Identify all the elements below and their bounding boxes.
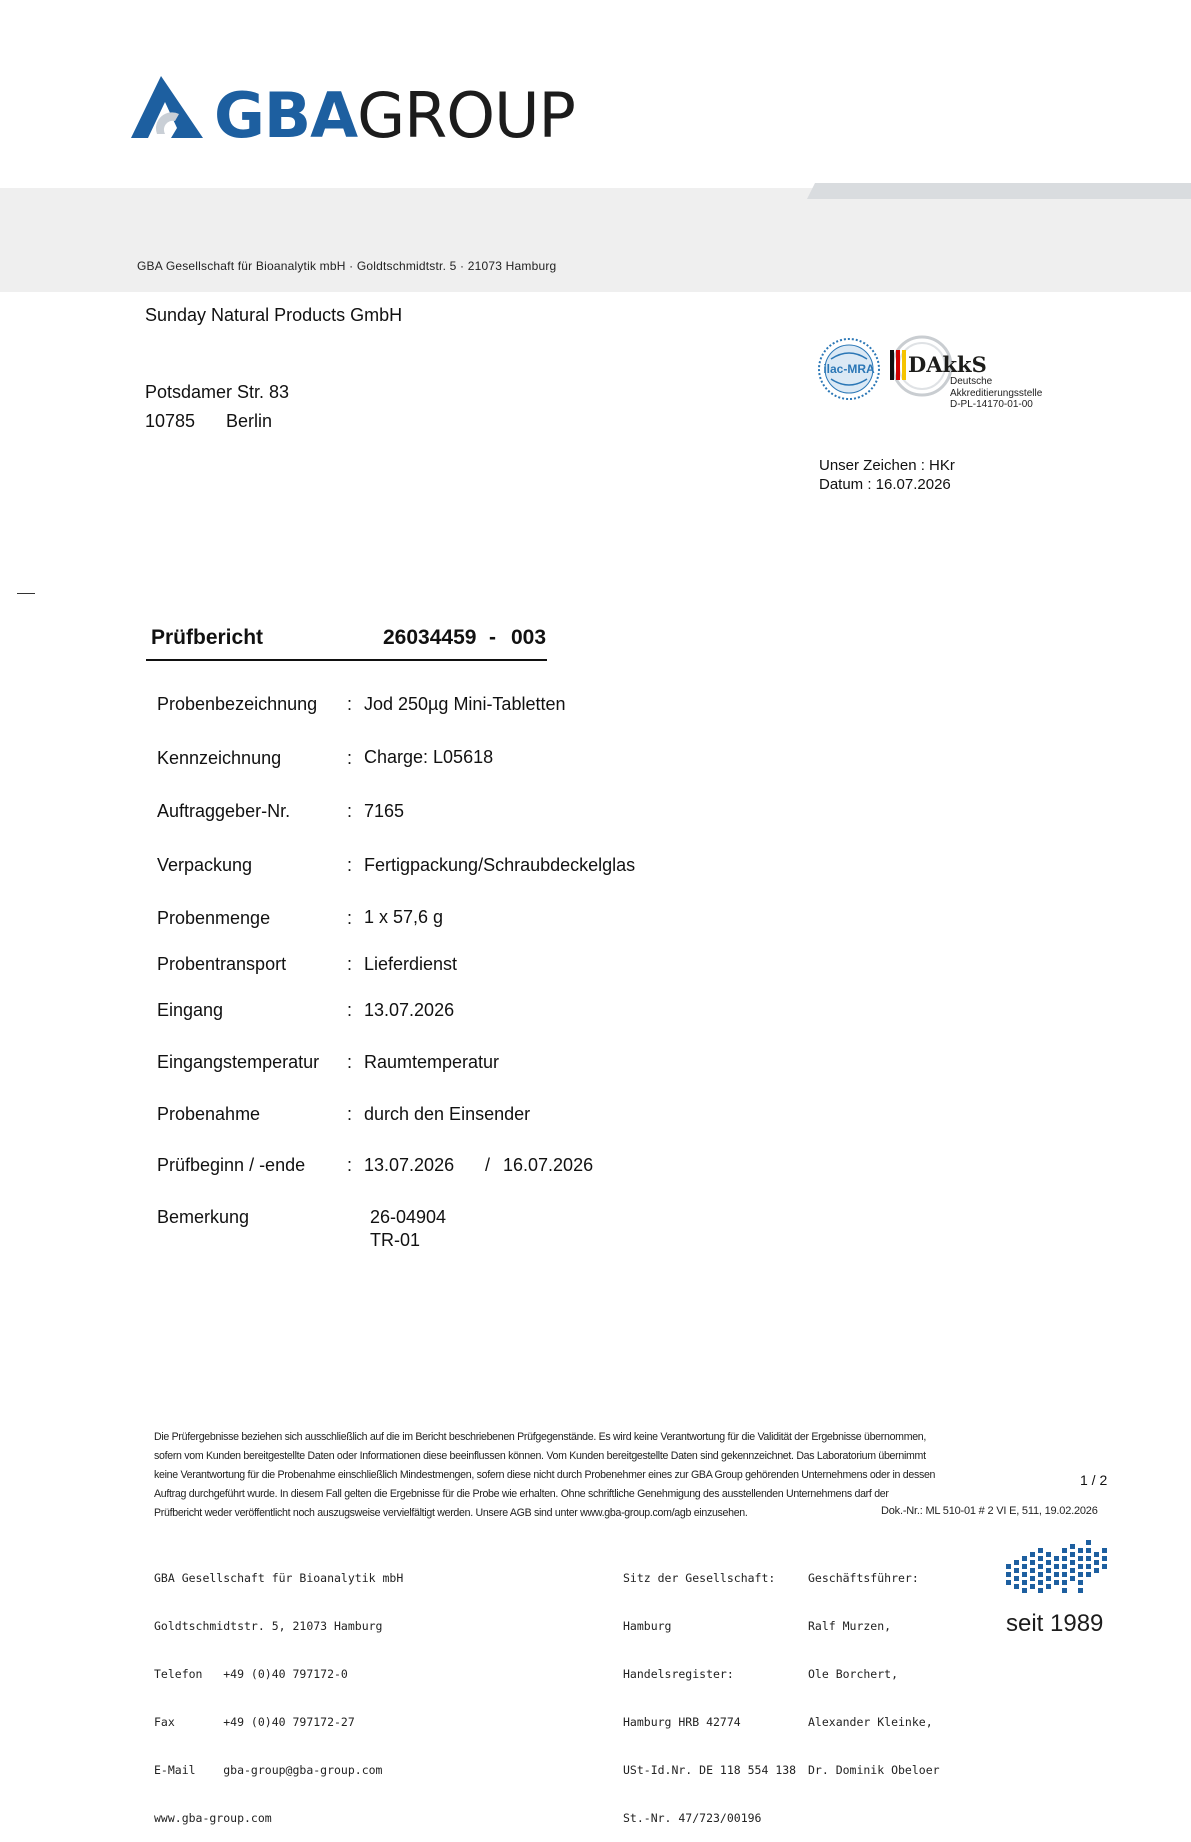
field-colon: : <box>347 1052 353 1072</box>
field-value-separator: / <box>485 1155 491 1175</box>
report-number-suffix: 003 <box>511 626 547 649</box>
footer-line: Alexander Kleinke, <box>808 1715 933 1729</box>
header-band <box>0 183 1191 292</box>
field-colon: : <box>347 801 353 821</box>
dakks-line-3: D-PL-14170-01-00 <box>950 399 1033 410</box>
footer-line: St.-Nr. 47/723/00196 <box>623 1811 762 1825</box>
field-colon: : <box>347 694 353 714</box>
field-value: durch den Einsender <box>364 1104 531 1124</box>
footer-line: Dr. Dominik Obeloer <box>808 1763 940 1777</box>
field-colon: : <box>347 1000 353 1020</box>
footer-line: E-Mail gba-group@gba-group.com <box>154 1763 383 1777</box>
dakks-name: DAkkS <box>908 352 987 377</box>
footer-management-info <box>808 1538 940 1794</box>
field-value: Lieferdienst <box>364 954 458 974</box>
field-label: Eingangstemperatur <box>157 1052 320 1072</box>
dakks-line-1: Deutsche <box>950 376 993 387</box>
field-label: Probenmenge <box>157 908 271 928</box>
footer-line: Hamburg <box>623 1619 672 1633</box>
field-label: Probenbezeichnung <box>157 694 318 714</box>
field-colon: : <box>347 855 353 875</box>
sender-return-address: GBA Gesellschaft für Bioanalytik mbH · Goldtschmidtstr. 5 · 21073 Hamburg <box>137 259 557 273</box>
field-value-end: 16.07.2026 <box>503 1155 594 1175</box>
field-colon: : <box>347 954 353 974</box>
footer-line: Sitz der Gesellschaft: <box>623 1571 776 1585</box>
field-value: 13.07.2026 <box>364 1155 455 1175</box>
footer-registry-info <box>623 1538 796 1842</box>
report-title-rule <box>146 659 547 661</box>
field-label: Auftraggeber-Nr. <box>157 801 291 821</box>
field-colon: : <box>347 748 353 768</box>
anniversary-dots-icon <box>1004 1540 1112 1611</box>
disclaimer-line: keine Verantwortung für die Probenahme einschließlich Mindestmengen, sofern diese nicht durch Probenehmer eines zur GBA Group gehörenden Unternehmens oder in dessen <box>154 1469 936 1481</box>
footer-line: Handelsregister: <box>623 1667 734 1681</box>
fold-mark <box>17 593 35 594</box>
since-label: seit 1989 <box>1006 1610 1104 1637</box>
recipient-street: Potsdamer Str. 83 <box>145 382 290 402</box>
field-value-line-2: TR-01 <box>370 1230 421 1250</box>
gba-logo <box>214 79 575 152</box>
footer-line: Goldtschmidtstr. 5, 21073 Hamburg <box>154 1619 383 1633</box>
field-value: Fertigpackung/Schraubdeckelglas <box>364 855 636 875</box>
field-value: 13.07.2026 <box>364 1000 455 1020</box>
disclaimer-line: Prüfbericht weder veröffentlicht noch auszugsweise vervielfältigt werden. Unsere AGB sind unter www.gba-group.com/agb einzusehen. <box>154 1507 748 1519</box>
reference-datum: Datum : 16.07.2026 <box>819 476 951 493</box>
page-number: 1 / 2 <box>1080 1472 1108 1488</box>
header-band-stripe <box>0 183 1191 199</box>
field-label: Verpackung <box>157 855 253 875</box>
field-label: Probenahme <box>157 1104 261 1124</box>
field-value: Charge: L05618 <box>364 747 494 767</box>
logo-group-text: GROUP <box>357 79 575 152</box>
disclaimer <box>154 1428 984 1523</box>
ilac-label: ilac-MRA <box>823 362 875 376</box>
field-value: 26-04904 <box>370 1207 447 1227</box>
disclaimer-line: sofern vom Kunden bereitgestellte Daten oder Informationen diese beeinflussen können. Vom Kunden bereitgestellte Daten sind gekennzeichnet. Das Laboratorium übernimmt <box>154 1450 926 1462</box>
footer-line: Ralf Murzen, <box>808 1619 892 1633</box>
footer-company-info <box>154 1538 403 1842</box>
field-value: 7165 <box>364 801 405 821</box>
field-value: 1 x 57,6 g <box>364 907 444 927</box>
field-label: Prüfbeginn / -ende <box>157 1155 306 1175</box>
field-label: Kennzeichnung <box>157 748 282 768</box>
footer-line: Fax +49 (0)40 797172-27 <box>154 1715 355 1729</box>
recipient-company: Sunday Natural Products GmbH <box>145 305 403 325</box>
recipient-zip: 10785 <box>145 411 196 431</box>
report-number: 26034459 <box>383 626 477 649</box>
field-colon: : <box>347 1104 353 1124</box>
footer-line: Geschäftsführer: <box>808 1571 919 1585</box>
footer-line: Telefon +49 (0)40 797172-0 <box>154 1667 348 1681</box>
recipient-city: Berlin <box>226 411 273 431</box>
dakks-line-2: Akkreditierungsstelle <box>950 388 1043 399</box>
footer-line: Ole Borchert, <box>808 1667 899 1681</box>
footer-line: USt-Id.Nr. DE 118 554 138 <box>623 1763 797 1777</box>
logo-gba-text: GBA <box>214 79 358 152</box>
field-colon: : <box>347 908 353 928</box>
field-label: Bemerkung <box>157 1207 250 1227</box>
field-value: Raumtemperatur <box>364 1052 500 1072</box>
field-label: Probentransport <box>157 954 287 974</box>
disclaimer-line: Die Prüfergebnisse beziehen sich ausschließlich auf die im Bericht beschriebenen Prüfgegenstände. Es wird keine Verantwortung für die Validität der Ergebnisse übernommen, <box>154 1431 927 1443</box>
footer-line: Hamburg HRB 42774 <box>623 1715 741 1729</box>
field-colon: : <box>347 1155 353 1175</box>
disclaimer-line: Auftrag durchgeführt wurde. In diesem Fall gelten die Ergebnisse für die Probe wie erhalten. Ohne schriftliche Genehmigung des ausstellenden Unternehmens darf der <box>154 1488 889 1500</box>
reference-zeichen: Unser Zeichen : HKr <box>819 457 955 474</box>
document-number: Dok.-Nr.: ML 510-01 # 2 VI E, 511, 19.02.2026 <box>881 1505 1098 1517</box>
ilac-mra-logo-icon <box>817 337 881 406</box>
field-label: Eingang <box>157 1000 224 1020</box>
footer-line: www.gba-group.com <box>154 1811 272 1825</box>
footer-line: GBA Gesellschaft für Bioanalytik mbH <box>154 1571 404 1585</box>
report-number-dash: - <box>489 626 496 649</box>
report-label: Prüfbericht <box>151 626 264 649</box>
field-value: Jod 250µg Mini-Tabletten <box>364 694 566 714</box>
gba-logo-mark-icon <box>131 76 203 138</box>
